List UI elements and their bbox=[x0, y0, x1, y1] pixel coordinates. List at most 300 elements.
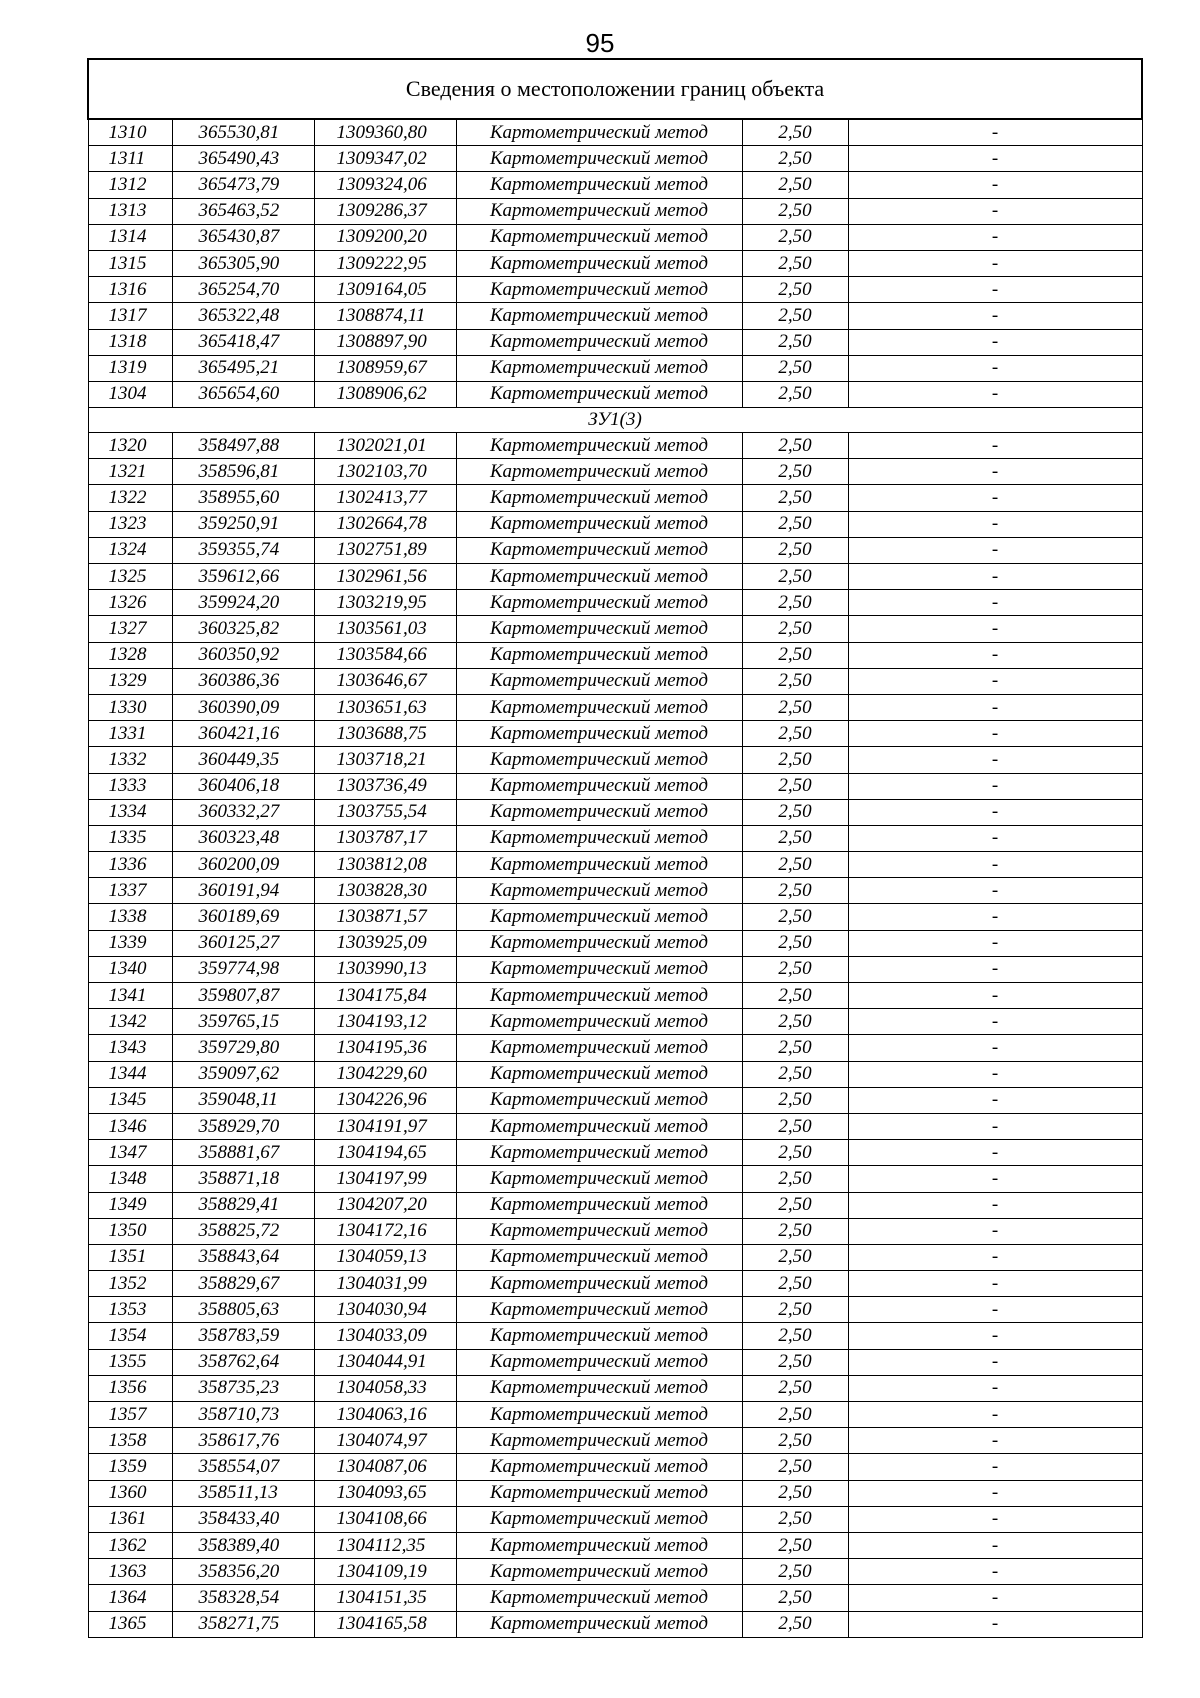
table-row bbox=[88, 224, 1142, 250]
accuracy-cell: 2,50 bbox=[742, 773, 848, 799]
y-coordinate-cell: 1304172,16 bbox=[314, 1218, 456, 1244]
method-cell: Картометрический метод bbox=[456, 1166, 742, 1192]
method-cell: Картометрический метод bbox=[456, 564, 742, 590]
y-coordinate-cell: 1302021,01 bbox=[314, 433, 456, 459]
point-number-cell: 1310 bbox=[88, 119, 172, 146]
point-number-cell: 1357 bbox=[88, 1402, 172, 1428]
x-coordinate-cell: 360189,69 bbox=[172, 904, 314, 930]
table-row bbox=[88, 1218, 1142, 1244]
point-number-cell: 1353 bbox=[88, 1297, 172, 1323]
point-number-cell: 1343 bbox=[88, 1035, 172, 1061]
y-coordinate-cell: 1304063,16 bbox=[314, 1402, 456, 1428]
description-cell: - bbox=[848, 277, 1142, 303]
description-cell: - bbox=[848, 564, 1142, 590]
method-cell: Картометрический метод bbox=[456, 172, 742, 198]
accuracy-cell: 2,50 bbox=[742, 1375, 848, 1401]
table-row bbox=[88, 694, 1142, 720]
description-cell: - bbox=[848, 904, 1142, 930]
x-coordinate-cell: 358554,07 bbox=[172, 1454, 314, 1480]
method-cell: Картометрический метод bbox=[456, 747, 742, 773]
section-header-row bbox=[88, 408, 1142, 433]
accuracy-cell: 2,50 bbox=[742, 1323, 848, 1349]
y-coordinate-cell: 1304044,91 bbox=[314, 1349, 456, 1375]
y-coordinate-cell: 1303688,75 bbox=[314, 721, 456, 747]
description-cell: - bbox=[848, 1402, 1142, 1428]
y-coordinate-cell: 1304033,09 bbox=[314, 1323, 456, 1349]
x-coordinate-cell: 359765,15 bbox=[172, 1009, 314, 1035]
y-coordinate-cell: 1302751,89 bbox=[314, 537, 456, 563]
point-number-cell: 1354 bbox=[88, 1323, 172, 1349]
y-coordinate-cell: 1303828,30 bbox=[314, 878, 456, 904]
method-cell: Картометрический метод bbox=[456, 930, 742, 956]
table-row bbox=[88, 1035, 1142, 1061]
description-cell: - bbox=[848, 642, 1142, 668]
accuracy-cell: 2,50 bbox=[742, 1428, 848, 1454]
table-row bbox=[88, 1140, 1142, 1166]
x-coordinate-cell: 359355,74 bbox=[172, 537, 314, 563]
method-cell: Картометрический метод bbox=[456, 773, 742, 799]
accuracy-cell: 2,50 bbox=[742, 224, 848, 250]
y-coordinate-cell: 1304193,12 bbox=[314, 1009, 456, 1035]
x-coordinate-cell: 360449,35 bbox=[172, 747, 314, 773]
table-row bbox=[88, 1585, 1142, 1611]
method-cell: Картометрический метод bbox=[456, 1375, 742, 1401]
point-number-cell: 1339 bbox=[88, 930, 172, 956]
boundary-coordinates-table bbox=[87, 58, 1143, 1638]
point-number-cell: 1336 bbox=[88, 852, 172, 878]
y-coordinate-cell: 1303871,57 bbox=[314, 904, 456, 930]
description-cell: - bbox=[848, 459, 1142, 485]
description-cell: - bbox=[848, 825, 1142, 851]
description-cell: - bbox=[848, 303, 1142, 329]
description-cell: - bbox=[848, 172, 1142, 198]
y-coordinate-cell: 1308874,11 bbox=[314, 303, 456, 329]
description-cell: - bbox=[848, 1061, 1142, 1087]
description-cell: - bbox=[848, 616, 1142, 642]
method-cell: Картометрический метод bbox=[456, 721, 742, 747]
accuracy-cell: 2,50 bbox=[742, 511, 848, 537]
y-coordinate-cell: 1304059,13 bbox=[314, 1244, 456, 1270]
description-cell: - bbox=[848, 668, 1142, 694]
description-cell: - bbox=[848, 799, 1142, 825]
method-cell: Картометрический метод bbox=[456, 1428, 742, 1454]
point-number-cell: 1335 bbox=[88, 825, 172, 851]
y-coordinate-cell: 1308906,62 bbox=[314, 381, 456, 407]
x-coordinate-cell: 358617,76 bbox=[172, 1428, 314, 1454]
method-cell: Картометрический метод bbox=[456, 1061, 742, 1087]
accuracy-cell: 2,50 bbox=[742, 355, 848, 381]
description-cell: - bbox=[848, 956, 1142, 982]
accuracy-cell: 2,50 bbox=[742, 1166, 848, 1192]
x-coordinate-cell: 359924,20 bbox=[172, 590, 314, 616]
accuracy-cell: 2,50 bbox=[742, 277, 848, 303]
y-coordinate-cell: 1304151,35 bbox=[314, 1585, 456, 1611]
table-row bbox=[88, 1009, 1142, 1035]
description-cell: - bbox=[848, 1480, 1142, 1506]
accuracy-cell: 2,50 bbox=[742, 721, 848, 747]
description-cell: - bbox=[848, 146, 1142, 172]
table-row bbox=[88, 303, 1142, 329]
point-number-cell: 1323 bbox=[88, 511, 172, 537]
accuracy-cell: 2,50 bbox=[742, 459, 848, 485]
point-number-cell: 1315 bbox=[88, 250, 172, 276]
method-cell: Картометрический метод bbox=[456, 668, 742, 694]
accuracy-cell: 2,50 bbox=[742, 668, 848, 694]
y-coordinate-cell: 1304031,99 bbox=[314, 1271, 456, 1297]
x-coordinate-cell: 360421,16 bbox=[172, 721, 314, 747]
table-row bbox=[88, 1428, 1142, 1454]
method-cell: Картометрический метод bbox=[456, 1454, 742, 1480]
accuracy-cell: 2,50 bbox=[742, 1402, 848, 1428]
x-coordinate-cell: 358783,59 bbox=[172, 1323, 314, 1349]
description-cell: - bbox=[848, 1113, 1142, 1139]
point-number-cell: 1327 bbox=[88, 616, 172, 642]
point-number-cell: 1316 bbox=[88, 277, 172, 303]
description-cell: - bbox=[848, 1585, 1142, 1611]
x-coordinate-cell: 360191,94 bbox=[172, 878, 314, 904]
point-number-cell: 1356 bbox=[88, 1375, 172, 1401]
method-cell: Картометрический метод bbox=[456, 878, 742, 904]
x-coordinate-cell: 358710,73 bbox=[172, 1402, 314, 1428]
y-coordinate-cell: 1303925,09 bbox=[314, 930, 456, 956]
x-coordinate-cell: 358328,54 bbox=[172, 1585, 314, 1611]
x-coordinate-cell: 365473,79 bbox=[172, 172, 314, 198]
description-cell: - bbox=[848, 250, 1142, 276]
y-coordinate-cell: 1309347,02 bbox=[314, 146, 456, 172]
y-coordinate-cell: 1303787,17 bbox=[314, 825, 456, 851]
method-cell: Картометрический метод bbox=[456, 355, 742, 381]
table-row bbox=[88, 459, 1142, 485]
point-number-cell: 1319 bbox=[88, 355, 172, 381]
method-cell: Картометрический метод bbox=[456, 1402, 742, 1428]
y-coordinate-cell: 1304058,33 bbox=[314, 1375, 456, 1401]
table-row bbox=[88, 537, 1142, 563]
y-coordinate-cell: 1302664,78 bbox=[314, 511, 456, 537]
x-coordinate-cell: 360325,82 bbox=[172, 616, 314, 642]
x-coordinate-cell: 365254,70 bbox=[172, 277, 314, 303]
x-coordinate-cell: 359612,66 bbox=[172, 564, 314, 590]
description-cell: - bbox=[848, 1349, 1142, 1375]
accuracy-cell: 2,50 bbox=[742, 1532, 848, 1558]
description-cell: - bbox=[848, 1140, 1142, 1166]
accuracy-cell: 2,50 bbox=[742, 1480, 848, 1506]
x-coordinate-cell: 365495,21 bbox=[172, 355, 314, 381]
y-coordinate-cell: 1302103,70 bbox=[314, 459, 456, 485]
method-cell: Картометрический метод bbox=[456, 459, 742, 485]
accuracy-cell: 2,50 bbox=[742, 1113, 848, 1139]
table-row bbox=[88, 198, 1142, 224]
point-number-cell: 1350 bbox=[88, 1218, 172, 1244]
accuracy-cell: 2,50 bbox=[742, 1349, 848, 1375]
x-coordinate-cell: 358881,67 bbox=[172, 1140, 314, 1166]
y-coordinate-cell: 1304087,06 bbox=[314, 1454, 456, 1480]
method-cell: Картометрический метод bbox=[456, 250, 742, 276]
description-cell: - bbox=[848, 852, 1142, 878]
accuracy-cell: 2,50 bbox=[742, 146, 848, 172]
method-cell: Картометрический метод bbox=[456, 119, 742, 146]
table-title: Сведения о местоположении границ объекта bbox=[88, 59, 1142, 119]
point-number-cell: 1360 bbox=[88, 1480, 172, 1506]
accuracy-cell: 2,50 bbox=[742, 1140, 848, 1166]
y-coordinate-cell: 1304194,65 bbox=[314, 1140, 456, 1166]
table-row bbox=[88, 329, 1142, 355]
description-cell: - bbox=[848, 1323, 1142, 1349]
x-coordinate-cell: 358829,41 bbox=[172, 1192, 314, 1218]
x-coordinate-cell: 365322,48 bbox=[172, 303, 314, 329]
method-cell: Картометрический метод bbox=[456, 1113, 742, 1139]
description-cell: - bbox=[848, 983, 1142, 1009]
y-coordinate-cell: 1304175,84 bbox=[314, 983, 456, 1009]
y-coordinate-cell: 1304165,58 bbox=[314, 1611, 456, 1637]
accuracy-cell: 2,50 bbox=[742, 381, 848, 407]
x-coordinate-cell: 365305,90 bbox=[172, 250, 314, 276]
y-coordinate-cell: 1309200,20 bbox=[314, 224, 456, 250]
method-cell: Картометрический метод bbox=[456, 1559, 742, 1585]
method-cell: Картометрический метод bbox=[456, 1611, 742, 1637]
table-row bbox=[88, 1611, 1142, 1637]
table-row bbox=[88, 1271, 1142, 1297]
accuracy-cell: 2,50 bbox=[742, 329, 848, 355]
method-cell: Картометрический метод bbox=[456, 537, 742, 563]
table-row bbox=[88, 616, 1142, 642]
x-coordinate-cell: 365463,52 bbox=[172, 198, 314, 224]
y-coordinate-cell: 1303584,66 bbox=[314, 642, 456, 668]
point-number-cell: 1361 bbox=[88, 1506, 172, 1532]
method-cell: Картометрический метод bbox=[456, 303, 742, 329]
x-coordinate-cell: 360323,48 bbox=[172, 825, 314, 851]
x-coordinate-cell: 365418,47 bbox=[172, 329, 314, 355]
method-cell: Картометрический метод bbox=[456, 433, 742, 459]
point-number-cell: 1355 bbox=[88, 1349, 172, 1375]
method-cell: Картометрический метод bbox=[456, 1323, 742, 1349]
y-coordinate-cell: 1303718,21 bbox=[314, 747, 456, 773]
y-coordinate-cell: 1302413,77 bbox=[314, 485, 456, 511]
method-cell: Картометрический метод bbox=[456, 1480, 742, 1506]
table-row bbox=[88, 721, 1142, 747]
table-row bbox=[88, 1402, 1142, 1428]
method-cell: Картометрический метод bbox=[456, 590, 742, 616]
point-number-cell: 1346 bbox=[88, 1113, 172, 1139]
y-coordinate-cell: 1303646,67 bbox=[314, 668, 456, 694]
accuracy-cell: 2,50 bbox=[742, 303, 848, 329]
accuracy-cell: 2,50 bbox=[742, 172, 848, 198]
y-coordinate-cell: 1304093,65 bbox=[314, 1480, 456, 1506]
accuracy-cell: 2,50 bbox=[742, 590, 848, 616]
accuracy-cell: 2,50 bbox=[742, 1297, 848, 1323]
description-cell: - bbox=[848, 1559, 1142, 1585]
description-cell: - bbox=[848, 537, 1142, 563]
method-cell: Картометрический метод bbox=[456, 485, 742, 511]
x-coordinate-cell: 358389,40 bbox=[172, 1532, 314, 1558]
table-row bbox=[88, 747, 1142, 773]
description-cell: - bbox=[848, 1297, 1142, 1323]
accuracy-cell: 2,50 bbox=[742, 119, 848, 146]
method-cell: Картометрический метод bbox=[456, 1035, 742, 1061]
point-number-cell: 1318 bbox=[88, 329, 172, 355]
y-coordinate-cell: 1309360,80 bbox=[314, 119, 456, 146]
y-coordinate-cell: 1304229,60 bbox=[314, 1061, 456, 1087]
description-cell: - bbox=[848, 1166, 1142, 1192]
accuracy-cell: 2,50 bbox=[742, 1218, 848, 1244]
y-coordinate-cell: 1303561,03 bbox=[314, 616, 456, 642]
method-cell: Картометрический метод bbox=[456, 1532, 742, 1558]
x-coordinate-cell: 358735,23 bbox=[172, 1375, 314, 1401]
description-cell: - bbox=[848, 590, 1142, 616]
method-cell: Картометрический метод bbox=[456, 642, 742, 668]
description-cell: - bbox=[848, 433, 1142, 459]
x-coordinate-cell: 358497,88 bbox=[172, 433, 314, 459]
accuracy-cell: 2,50 bbox=[742, 537, 848, 563]
y-coordinate-cell: 1304074,97 bbox=[314, 1428, 456, 1454]
table-row bbox=[88, 355, 1142, 381]
method-cell: Картометрический метод bbox=[456, 799, 742, 825]
table-row bbox=[88, 277, 1142, 303]
y-coordinate-cell: 1304207,20 bbox=[314, 1192, 456, 1218]
y-coordinate-cell: 1309286,37 bbox=[314, 198, 456, 224]
method-cell: Картометрический метод bbox=[456, 904, 742, 930]
table-row bbox=[88, 799, 1142, 825]
method-cell: Картометрический метод bbox=[456, 1244, 742, 1270]
accuracy-cell: 2,50 bbox=[742, 1244, 848, 1270]
point-number-cell: 1320 bbox=[88, 433, 172, 459]
table-row bbox=[88, 564, 1142, 590]
point-number-cell: 1328 bbox=[88, 642, 172, 668]
x-coordinate-cell: 365654,60 bbox=[172, 381, 314, 407]
accuracy-cell: 2,50 bbox=[742, 904, 848, 930]
point-number-cell: 1331 bbox=[88, 721, 172, 747]
table-row bbox=[88, 1297, 1142, 1323]
description-cell: - bbox=[848, 1506, 1142, 1532]
method-cell: Картометрический метод bbox=[456, 329, 742, 355]
x-coordinate-cell: 358596,81 bbox=[172, 459, 314, 485]
point-number-cell: 1333 bbox=[88, 773, 172, 799]
point-number-cell: 1321 bbox=[88, 459, 172, 485]
table-row bbox=[88, 1559, 1142, 1585]
x-coordinate-cell: 358871,18 bbox=[172, 1166, 314, 1192]
accuracy-cell: 2,50 bbox=[742, 799, 848, 825]
table-row bbox=[88, 904, 1142, 930]
point-number-cell: 1317 bbox=[88, 303, 172, 329]
section-label: ЗУ1(3) bbox=[88, 408, 1142, 433]
accuracy-cell: 2,50 bbox=[742, 1506, 848, 1532]
point-number-cell: 1341 bbox=[88, 983, 172, 1009]
point-number-cell: 1325 bbox=[88, 564, 172, 590]
description-cell: - bbox=[848, 1375, 1142, 1401]
method-cell: Картометрический метод bbox=[456, 1506, 742, 1532]
description-cell: - bbox=[848, 511, 1142, 537]
description-cell: - bbox=[848, 773, 1142, 799]
y-coordinate-cell: 1309222,95 bbox=[314, 250, 456, 276]
method-cell: Картометрический метод bbox=[456, 1192, 742, 1218]
table-row bbox=[88, 1349, 1142, 1375]
method-cell: Картометрический метод bbox=[456, 1297, 742, 1323]
method-cell: Картометрический метод bbox=[456, 983, 742, 1009]
accuracy-cell: 2,50 bbox=[742, 1087, 848, 1113]
x-coordinate-cell: 358955,60 bbox=[172, 485, 314, 511]
description-cell: - bbox=[848, 198, 1142, 224]
description-cell: - bbox=[848, 1087, 1142, 1113]
table-row bbox=[88, 878, 1142, 904]
description-cell: - bbox=[848, 224, 1142, 250]
accuracy-cell: 2,50 bbox=[742, 1585, 848, 1611]
y-coordinate-cell: 1304112,35 bbox=[314, 1532, 456, 1558]
method-cell: Картометрический метод bbox=[456, 1140, 742, 1166]
point-number-cell: 1322 bbox=[88, 485, 172, 511]
description-cell: - bbox=[848, 1218, 1142, 1244]
accuracy-cell: 2,50 bbox=[742, 694, 848, 720]
point-number-cell: 1362 bbox=[88, 1532, 172, 1558]
point-number-cell: 1340 bbox=[88, 956, 172, 982]
method-cell: Картометрический метод bbox=[456, 694, 742, 720]
y-coordinate-cell: 1304195,36 bbox=[314, 1035, 456, 1061]
table-row bbox=[88, 668, 1142, 694]
accuracy-cell: 2,50 bbox=[742, 983, 848, 1009]
point-number-cell: 1332 bbox=[88, 747, 172, 773]
accuracy-cell: 2,50 bbox=[742, 1559, 848, 1585]
x-coordinate-cell: 365530,81 bbox=[172, 119, 314, 146]
x-coordinate-cell: 358356,20 bbox=[172, 1559, 314, 1585]
point-number-cell: 1344 bbox=[88, 1061, 172, 1087]
x-coordinate-cell: 358271,75 bbox=[172, 1611, 314, 1637]
y-coordinate-cell: 1303990,13 bbox=[314, 956, 456, 982]
method-cell: Картометрический метод bbox=[456, 198, 742, 224]
description-cell: - bbox=[848, 329, 1142, 355]
description-cell: - bbox=[848, 1192, 1142, 1218]
point-number-cell: 1334 bbox=[88, 799, 172, 825]
point-number-cell: 1342 bbox=[88, 1009, 172, 1035]
table-row bbox=[88, 1061, 1142, 1087]
table-row bbox=[88, 1532, 1142, 1558]
description-cell: - bbox=[848, 1454, 1142, 1480]
accuracy-cell: 2,50 bbox=[742, 1611, 848, 1637]
description-cell: - bbox=[848, 1271, 1142, 1297]
description-cell: - bbox=[848, 694, 1142, 720]
table-row bbox=[88, 773, 1142, 799]
accuracy-cell: 2,50 bbox=[742, 642, 848, 668]
accuracy-cell: 2,50 bbox=[742, 852, 848, 878]
method-cell: Картометрический метод bbox=[456, 511, 742, 537]
x-coordinate-cell: 365430,87 bbox=[172, 224, 314, 250]
method-cell: Картометрический метод bbox=[456, 1585, 742, 1611]
point-number-cell: 1338 bbox=[88, 904, 172, 930]
description-cell: - bbox=[848, 930, 1142, 956]
description-cell: - bbox=[848, 1009, 1142, 1035]
method-cell: Картометрический метод bbox=[456, 825, 742, 851]
x-coordinate-cell: 360200,09 bbox=[172, 852, 314, 878]
point-number-cell: 1311 bbox=[88, 146, 172, 172]
y-coordinate-cell: 1309324,06 bbox=[314, 172, 456, 198]
point-number-cell: 1359 bbox=[88, 1454, 172, 1480]
method-cell: Картометрический метод bbox=[456, 1087, 742, 1113]
description-cell: - bbox=[848, 1035, 1142, 1061]
table-row bbox=[88, 433, 1142, 459]
x-coordinate-cell: 360406,18 bbox=[172, 773, 314, 799]
method-cell: Картометрический метод bbox=[456, 146, 742, 172]
table-row bbox=[88, 119, 1142, 146]
method-cell: Картометрический метод bbox=[456, 1271, 742, 1297]
table-row bbox=[88, 1244, 1142, 1270]
point-number-cell: 1348 bbox=[88, 1166, 172, 1192]
table-row bbox=[88, 983, 1142, 1009]
accuracy-cell: 2,50 bbox=[742, 825, 848, 851]
x-coordinate-cell: 358511,13 bbox=[172, 1480, 314, 1506]
table-row bbox=[88, 1166, 1142, 1192]
x-coordinate-cell: 360386,36 bbox=[172, 668, 314, 694]
y-coordinate-cell: 1303736,49 bbox=[314, 773, 456, 799]
point-number-cell: 1352 bbox=[88, 1271, 172, 1297]
x-coordinate-cell: 359048,11 bbox=[172, 1087, 314, 1113]
description-cell: - bbox=[848, 381, 1142, 407]
